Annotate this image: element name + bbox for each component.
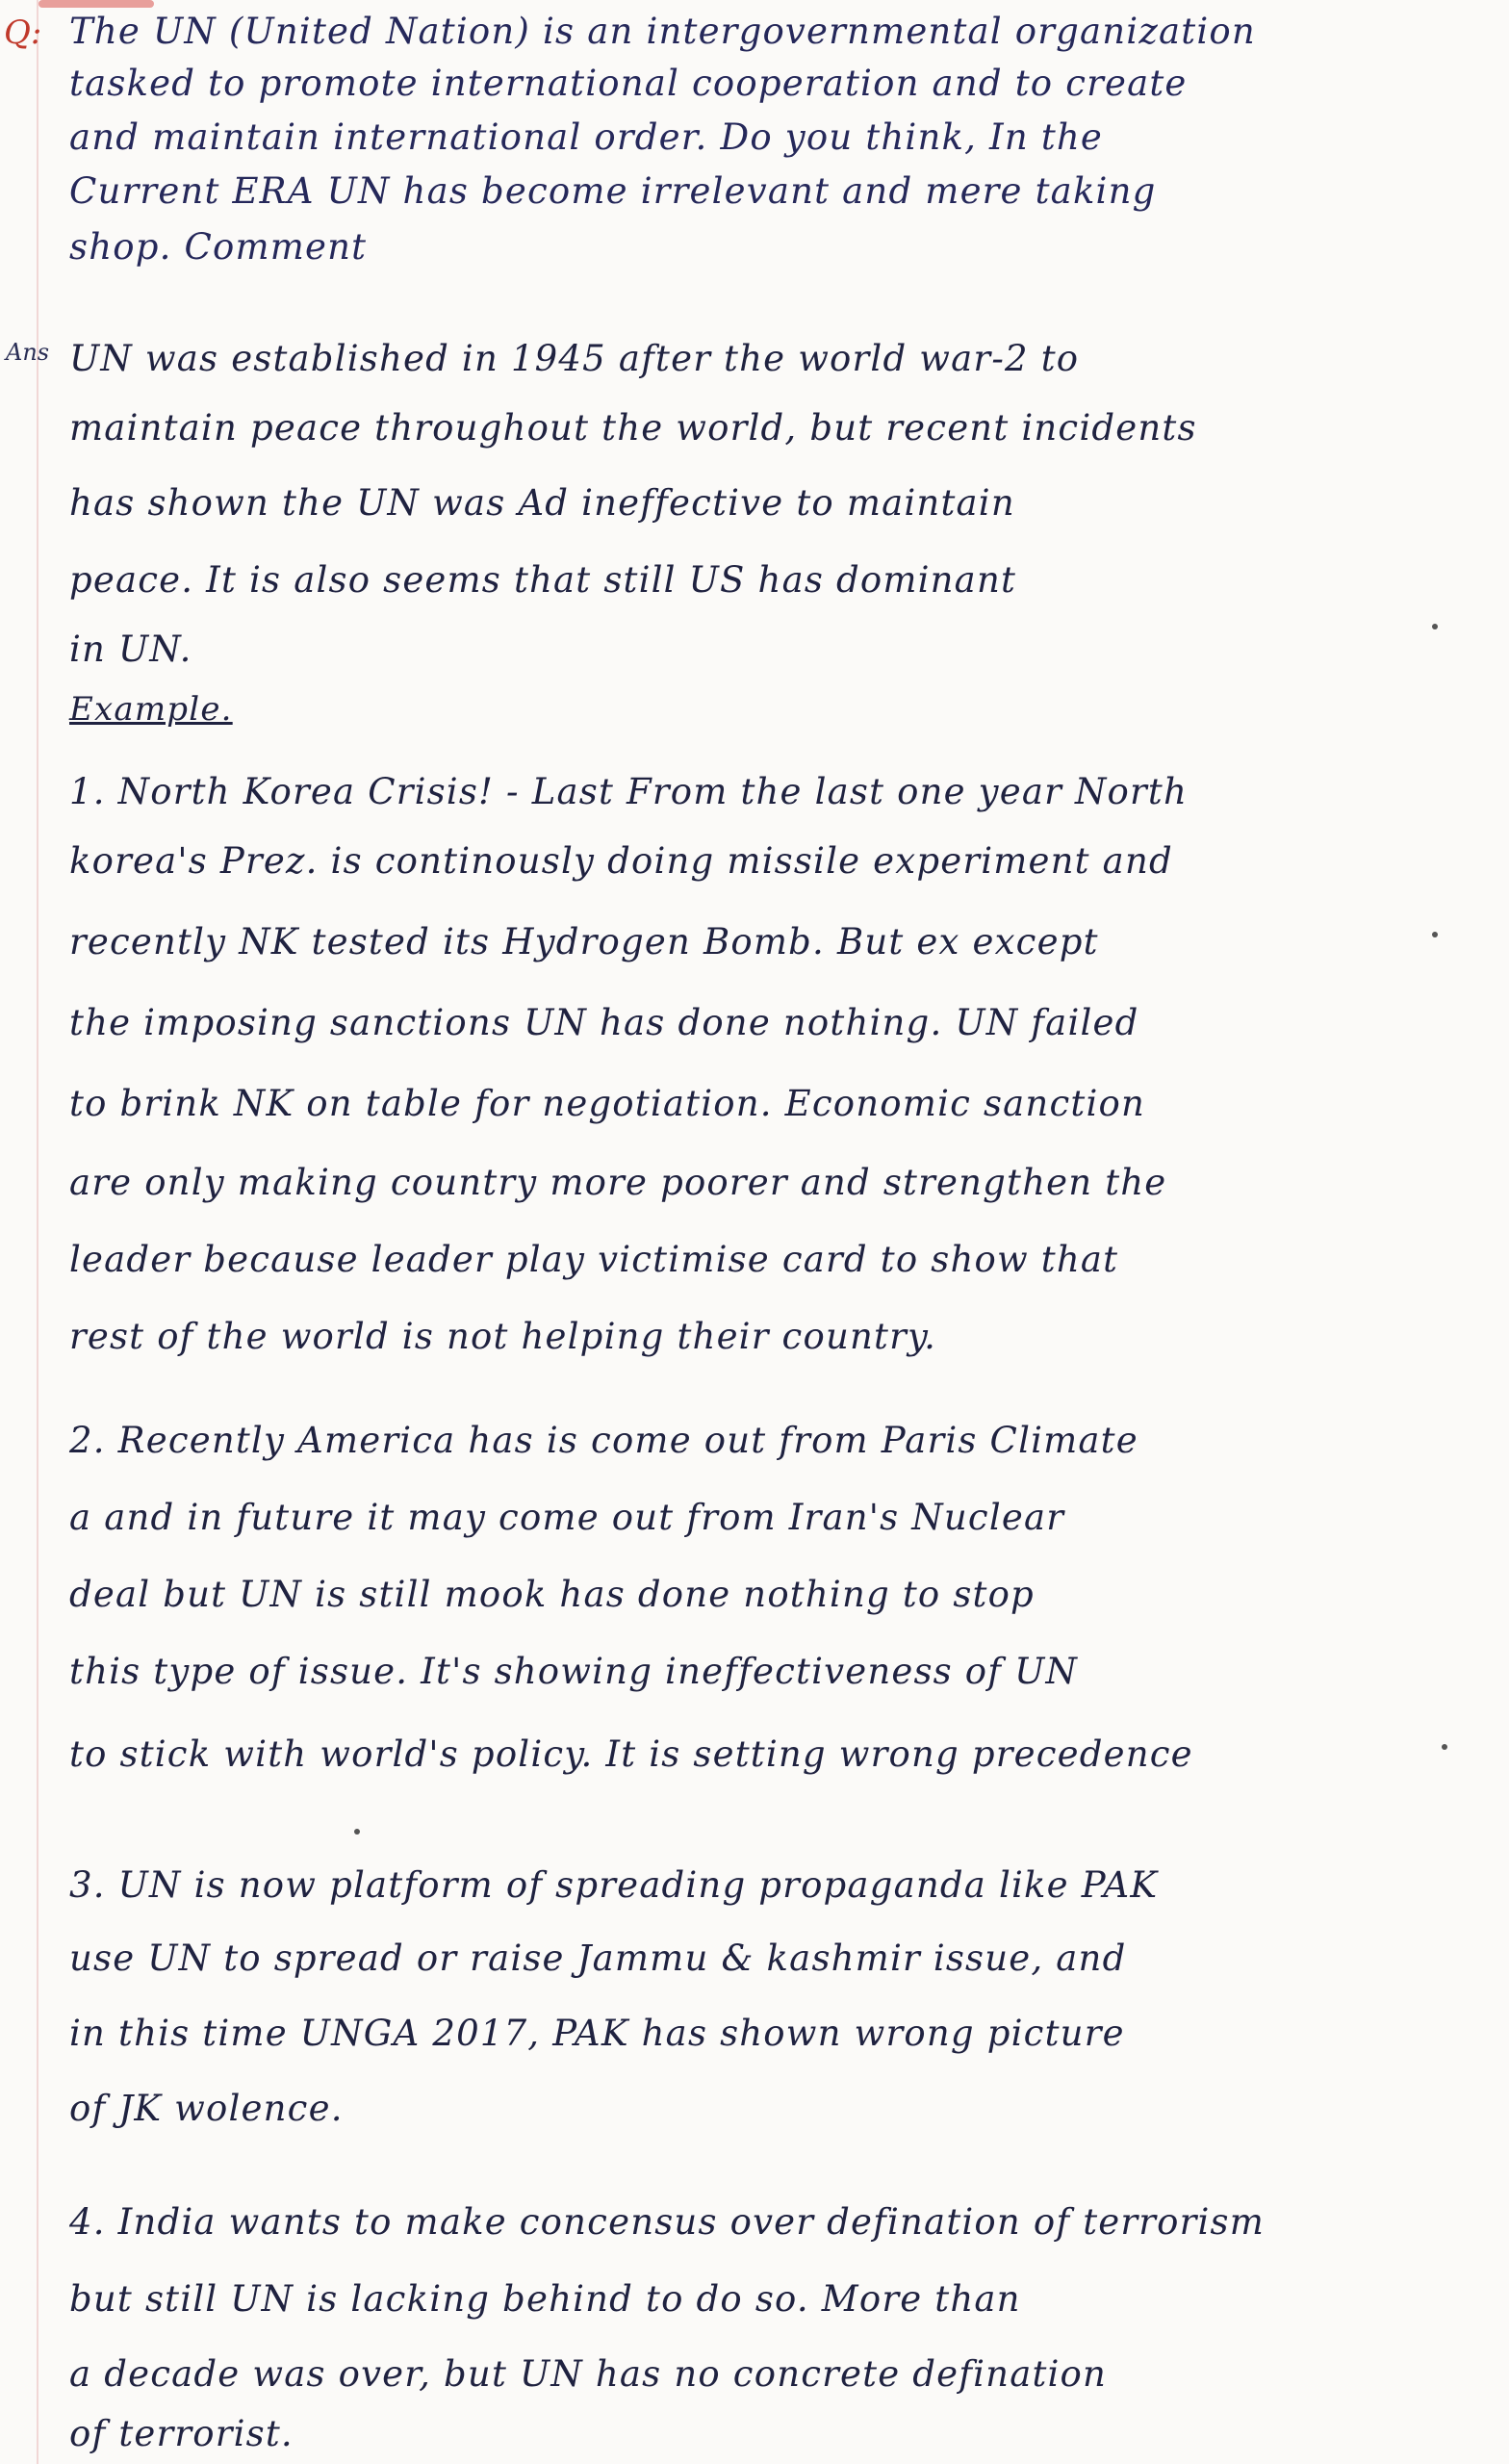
- answer-line: has shown the UN was Ad ineffective to maintain: [69, 482, 1015, 524]
- point1-line: are only making country more poorer and strengthen the: [69, 1162, 1167, 1203]
- question-line: and maintain international order. Do you think, In the: [69, 116, 1104, 158]
- point2-line: to stick with world's policy. It is setting wrong precedence: [69, 1733, 1193, 1775]
- answer-line: UN was established in 1945 after the world war-2 to: [69, 338, 1080, 379]
- margin-line: [37, 0, 38, 2464]
- answer-line: in UN.: [69, 629, 192, 670]
- red-scribble-mark: [38, 0, 154, 8]
- point1-line: the imposing sanctions UN has done nothing. UN failed: [69, 1002, 1139, 1043]
- question-label: Q:: [4, 13, 42, 52]
- answer-line: peace. It is also seems that still US has dominant: [69, 559, 1017, 601]
- point3-line: in this time UNGA 2017, PAK has shown wrong picture: [69, 2013, 1125, 2054]
- pen-dot: [1442, 1744, 1447, 1750]
- question-line: tasked to promote international cooperation and to create: [69, 63, 1188, 104]
- point2-line: a and in future it may come out from Iran's Nuclear: [69, 1497, 1065, 1538]
- point1-line: recently NK tested its Hydrogen Bomb. But ex except: [69, 921, 1099, 962]
- question-line: shop. Comment: [69, 226, 368, 268]
- point2-line: this type of issue. It's showing ineffectiveness of UN: [69, 1651, 1079, 1692]
- pen-dot: [1432, 624, 1438, 629]
- pen-dot: [1432, 932, 1438, 937]
- point2-line: deal but UN is still mook has done nothing to stop: [69, 1574, 1035, 1615]
- point1-line: 1. North Korea Crisis! - Last From the last one year North: [69, 771, 1189, 812]
- answer-line: maintain peace throughout the world, but recent incidents: [69, 407, 1197, 449]
- point1-line: leader because leader play victimise card to show that: [69, 1239, 1119, 1280]
- point4-line: of terrorist.: [69, 2413, 294, 2454]
- point1-line: korea's Prez. is continously doing missile experiment and: [69, 840, 1173, 882]
- point4-line: 4. India wants to make concensus over defination of terrorism: [69, 2201, 1266, 2243]
- point4-line: but still UN is lacking behind to do so. More than: [69, 2278, 1021, 2320]
- example-heading: Example.: [69, 690, 233, 729]
- question-line: Current ERA UN has become irrelevant and mere taking: [69, 170, 1157, 212]
- point3-line: 3. UN is now platform of spreading propaganda like PAK: [69, 1864, 1159, 1906]
- point3-line: of JK wolence.: [69, 2088, 344, 2129]
- question-line: The UN (United Nation) is an intergovernmental organization: [69, 11, 1256, 52]
- point4-line: a decade was over, but UN has no concrete defination: [69, 2353, 1108, 2395]
- point1-line: rest of the world is not helping their country.: [69, 1316, 937, 1357]
- answer-label: Ans: [6, 339, 50, 366]
- point2-line: 2. Recently America has is come out from Paris Climate: [69, 1420, 1138, 1461]
- point1-line: to brink NK on table for negotiation. Economic sanction: [69, 1083, 1145, 1124]
- pen-dot: [354, 1829, 360, 1835]
- point3-line: use UN to spread or raise Jammu & kashmir issue, and: [69, 1938, 1127, 1979]
